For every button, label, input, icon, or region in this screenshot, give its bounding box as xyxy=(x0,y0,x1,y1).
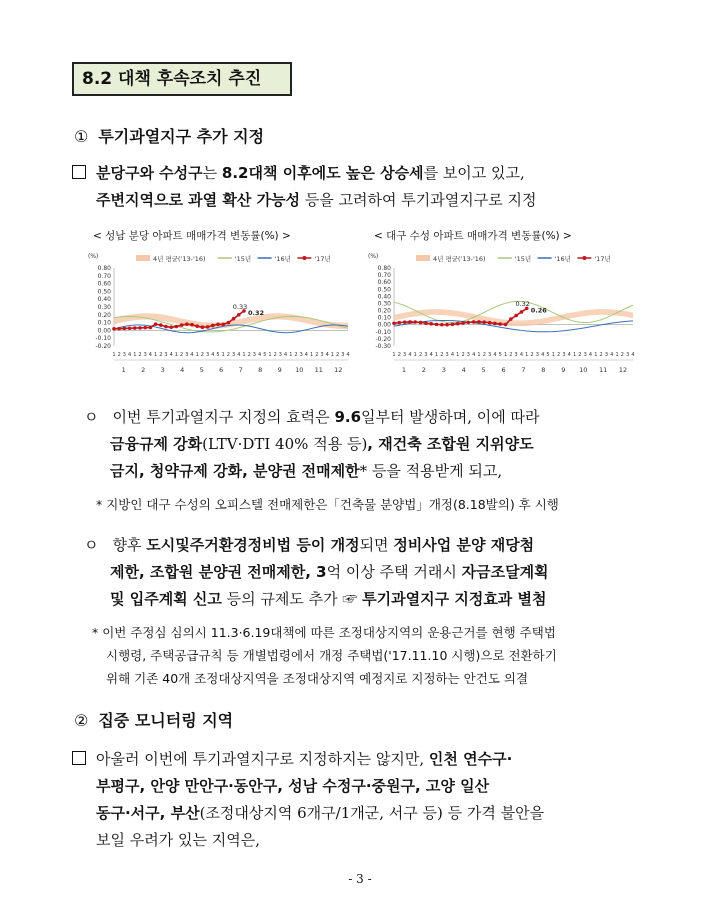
x-week-tick: 1 xyxy=(195,352,199,358)
x-week-tick: 1 xyxy=(572,352,577,358)
x-week-tick: 4 xyxy=(541,352,545,358)
series-y17-point xyxy=(451,323,455,327)
series-y17-point xyxy=(154,322,158,326)
text-run: 주변지역으로 과열 확산 가능성 xyxy=(96,191,301,209)
series-y17-point xyxy=(180,323,184,327)
series-y17-point xyxy=(482,320,486,324)
series-y17-point xyxy=(509,317,513,321)
series-y17-point xyxy=(461,321,465,325)
text-run: 도시및주거환경정비법 등이 개정 xyxy=(146,536,360,554)
text-run: (조정대상지역 6개구/1개군, 서구 등) 등 가격 불안을 xyxy=(199,804,545,822)
x-week-tick: 3 xyxy=(403,352,407,358)
x-week-tick: 1 xyxy=(615,352,619,358)
y-tick-label: 0.30 xyxy=(97,304,111,311)
x-week-tick: 1 xyxy=(330,352,334,358)
y-tick-label: 0.10 xyxy=(97,319,111,327)
x-week-tick: 4 xyxy=(190,352,194,358)
x-month-label: 12 xyxy=(334,366,343,374)
series-y17-point xyxy=(211,324,215,328)
y-tick-label: -0.30 xyxy=(375,343,391,350)
paragraph-2-line-4 xyxy=(96,827,260,854)
footnote-2-line-3: 위해 기존 40개 조정대상지역을 조정대상지역 예정지로 지정하는 안건도 의결 xyxy=(106,671,529,686)
y-tick-label: -0.10 xyxy=(95,335,111,343)
y-tick-label: 0.40 xyxy=(377,293,391,301)
x-month-label: 2 xyxy=(141,366,146,374)
x-week-tick: 2 xyxy=(509,352,513,358)
x-week-tick: 1 xyxy=(310,352,314,358)
y-tick-label: -0.10 xyxy=(375,328,391,336)
text-run: 제한, 조합원 분양권 전매제한, 3 xyxy=(110,563,327,581)
x-week-tick: 1 xyxy=(174,352,178,358)
y-tick-label: 0.40 xyxy=(97,296,111,304)
x-week-tick: 1 xyxy=(525,352,529,358)
x-week-tick: 3 xyxy=(185,352,189,358)
runs xyxy=(96,750,512,768)
text-run: 금융규제 강화 xyxy=(110,435,203,453)
x-week-tick: 4 xyxy=(567,352,571,358)
series-y17-point xyxy=(488,321,492,325)
legend-swatch xyxy=(416,255,430,261)
x-week-tick: 1 xyxy=(392,352,396,358)
x-week-tick: 2 xyxy=(599,352,603,358)
x-week-tick: 3 xyxy=(164,352,168,358)
subsection-2-heading xyxy=(74,708,233,731)
text-run: 아울러 이번에 투기과열지구로 지정하지는 않지만, xyxy=(96,750,429,768)
text-run: 분당구와 수성구 xyxy=(96,164,203,182)
text-run: 일부터 발생하며, 이에 따라 xyxy=(361,408,540,426)
x-week-tick: 2 xyxy=(418,352,423,358)
x-month-label: 11 xyxy=(598,366,608,374)
text-run: 향후 xyxy=(112,536,147,554)
text-run: 부평구, 안양 만안구·동안구, 성남 수정구·중원구, 고양 일산 xyxy=(96,777,490,795)
x-week-tick: 1 xyxy=(221,352,225,358)
series-y17-point xyxy=(123,327,127,331)
x-week-tick: 1 xyxy=(289,352,293,358)
x-month-label: 9 xyxy=(561,366,566,374)
x-week-tick: 2 xyxy=(117,352,121,358)
legend-marker xyxy=(582,256,586,260)
series-y17-point xyxy=(445,323,449,327)
text-run: 등을 고려하여 투기과열지구로 지정 xyxy=(300,191,537,209)
legend-swatch xyxy=(136,255,150,261)
x-month-label: 4 xyxy=(180,366,185,374)
runs xyxy=(96,164,525,182)
x-week-tick: 2 xyxy=(482,352,486,358)
series-y17-point xyxy=(169,325,173,329)
footnote-2-line-1: * 이번 주정심 심의시 11.3·6.19대책에 따른 조정대상지역의 운용근거를 현행 주택법 xyxy=(92,625,556,640)
x-week-tick: 1 xyxy=(551,352,555,358)
x-week-tick: 2 xyxy=(440,352,444,358)
series-y17-point xyxy=(221,323,225,327)
y-tick-label: 0.20 xyxy=(97,311,111,319)
x-week-tick: 1 xyxy=(242,352,246,358)
text-run: 는 xyxy=(202,164,222,182)
checkbox-bullet xyxy=(72,165,86,179)
series-y17-point xyxy=(440,323,444,327)
x-month-label: 1 xyxy=(121,366,126,374)
x-week-tick: 2 xyxy=(138,352,142,358)
x-week-tick: 2 xyxy=(530,352,534,358)
x-week-tick: 2 xyxy=(578,352,582,358)
y-tick-label: 0.10 xyxy=(377,314,391,322)
x-week-tick: 4 xyxy=(211,352,215,358)
x-week-tick: 5 xyxy=(498,352,502,358)
series-y17-point xyxy=(216,322,220,326)
unit-label: (%) xyxy=(368,253,379,260)
chart-2 xyxy=(366,246,641,386)
x-week-tick: 4 xyxy=(284,352,288,358)
series-y17-point xyxy=(398,321,402,325)
subsection-1-title: 투기과열지구 추가 지정 xyxy=(98,127,265,146)
y-tick-label: 0.50 xyxy=(377,286,391,294)
x-week-tick: 3 xyxy=(445,352,449,358)
paragraph-1-line-1 xyxy=(72,160,525,187)
series-y17-point xyxy=(117,327,121,331)
bullet-2-line-3 xyxy=(110,586,547,613)
data-label: 0.32 xyxy=(248,308,265,317)
series-y17-point xyxy=(520,310,524,314)
y-tick-label: 0.30 xyxy=(377,300,391,308)
x-week-tick: 3 xyxy=(488,352,492,358)
legend-label: '16년 xyxy=(274,255,291,263)
x-month-label: 4 xyxy=(461,366,466,374)
series-y17-point xyxy=(514,314,518,318)
text-run: 투기과열지구 지정효과 별첨 xyxy=(362,590,547,608)
x-week-tick: 3 xyxy=(232,352,236,358)
page-number: - 3 - xyxy=(348,872,372,886)
series-y17-point xyxy=(190,323,194,327)
x-month-label: 8 xyxy=(258,366,263,374)
o-bullet: ㅇ xyxy=(84,536,99,554)
x-week-tick: 2 xyxy=(159,352,163,358)
y-tick-label: -0.20 xyxy=(95,343,111,350)
text-run: 자금조달계획 xyxy=(461,563,549,581)
x-month-label: 5 xyxy=(199,366,204,374)
text-run: 보일 우려가 있는 지역은, xyxy=(96,831,260,849)
x-week-tick: 1 xyxy=(413,352,417,358)
legend-label: 4년 평균('13-'16) xyxy=(433,255,486,263)
section-title-box xyxy=(72,62,292,96)
x-week-tick: 4 xyxy=(325,352,329,358)
x-week-tick: 1 xyxy=(154,352,158,358)
text-run: 이번 투기과열지구 지정의 효력은 xyxy=(112,408,335,426)
series-y17-point xyxy=(164,325,168,329)
x-month-label: 8 xyxy=(541,366,546,374)
text-run: 인천 연수구· xyxy=(428,750,513,768)
x-week-tick: 4 xyxy=(519,352,524,358)
text-run: , 재건축 조합원 지위양도 xyxy=(367,435,534,453)
series-y17-point xyxy=(237,313,241,317)
bullet-1-line-2 xyxy=(110,431,534,458)
series-y17-point xyxy=(138,326,142,330)
x-month-label: 3 xyxy=(441,366,446,374)
x-week-tick: 4 xyxy=(588,352,593,358)
series-y17-point xyxy=(504,323,508,327)
x-week-tick: 1 xyxy=(434,352,439,358)
x-week-tick: 3 xyxy=(341,352,345,358)
x-week-tick: 3 xyxy=(626,352,630,358)
bullet-2-line-2 xyxy=(110,559,549,586)
y-tick-label: 0.60 xyxy=(377,279,391,287)
legend-label: '16년 xyxy=(554,255,571,263)
series-y17-point xyxy=(408,320,412,324)
series-y17-point xyxy=(175,325,179,329)
x-month-label: 10 xyxy=(295,366,304,374)
series-y17-point xyxy=(392,322,396,326)
x-month-label: 7 xyxy=(238,366,243,374)
series-y17-point xyxy=(456,322,460,326)
runs xyxy=(113,408,540,426)
text-run: 및 입주계획 신고 xyxy=(110,590,222,608)
x-week-tick: 2 xyxy=(294,352,298,358)
x-week-tick: 3 xyxy=(424,352,428,358)
text-run: 등의 규제도 추가 ☞ xyxy=(221,590,363,608)
x-week-tick: 3 xyxy=(206,352,210,358)
series-y17-point xyxy=(128,326,132,330)
legend-label: '15년 xyxy=(234,255,252,263)
text-run: 를 보이고 있고, xyxy=(423,164,525,182)
footnote-2-line-2: 시행령, 주택공급규칙 등 개별법령에서 개정 주택법('17.11.10 시행)으로 전환하기 xyxy=(106,648,557,663)
x-week-tick: 2 xyxy=(226,352,230,358)
y-tick-label: 0.50 xyxy=(97,288,111,296)
series-y17-point xyxy=(149,326,153,330)
x-week-tick: 4 xyxy=(304,352,308,358)
x-week-tick: 4 xyxy=(346,352,350,358)
x-month-label: 9 xyxy=(277,366,282,374)
paragraph-2-line-1 xyxy=(72,746,512,773)
subsection-2-title: 집중 모니터링 지역 xyxy=(98,711,234,730)
series-y17-point xyxy=(201,325,205,329)
x-week-tick: 1 xyxy=(477,352,481,358)
paragraph-2-line-2 xyxy=(96,773,489,800)
y-tick-label: 0.20 xyxy=(377,307,391,315)
series-y17-point xyxy=(185,322,189,326)
series-y17-point xyxy=(133,326,137,330)
bullet-1-line-3 xyxy=(110,458,502,485)
series-y17-point xyxy=(435,323,439,327)
x-week-tick: 2 xyxy=(336,352,340,358)
legend-label: '17년 xyxy=(594,255,611,263)
x-week-tick: 3 xyxy=(122,352,126,358)
legend-label: 4년 평균('13-'16) xyxy=(153,255,206,263)
x-week-tick: 3 xyxy=(604,352,609,358)
series-y17-point xyxy=(112,327,116,331)
subsection-1-heading xyxy=(74,124,264,147)
series-y17-point xyxy=(419,321,423,325)
legend-label: '15년 xyxy=(514,255,532,263)
series-y17-point xyxy=(424,321,428,325)
text-run: 정비사업 분양 재당첨 xyxy=(393,536,535,554)
x-month-label: 11 xyxy=(314,366,323,374)
x-week-tick: 3 xyxy=(252,352,256,358)
x-week-tick: 2 xyxy=(620,352,624,358)
series-y17-point xyxy=(195,324,199,328)
x-month-label: 6 xyxy=(501,366,506,374)
runs xyxy=(113,536,535,554)
legend-label: '17년 xyxy=(314,255,331,263)
data-label: 0.26 xyxy=(530,306,547,315)
x-week-tick: 4 xyxy=(237,352,241,358)
series-y17-point xyxy=(403,320,407,324)
chart-1-caption: < 성남 분당 아파트 매매가격 변동률(%) > xyxy=(93,230,291,242)
x-week-tick: 1 xyxy=(503,352,508,358)
y-tick-label: 0.80 xyxy=(97,265,111,272)
y-tick-label: 0.70 xyxy=(377,272,391,280)
series-y17-point xyxy=(232,317,236,321)
x-week-tick: 2 xyxy=(247,352,251,358)
x-week-tick: 4 xyxy=(610,352,614,358)
x-week-tick: 1 xyxy=(112,352,116,358)
x-month-label: 12 xyxy=(618,366,628,374)
series-y17-point xyxy=(493,322,497,326)
series-y17-point xyxy=(143,326,147,330)
x-week-tick: 3 xyxy=(562,352,566,358)
text-run: (LTV·DTI 40% 적용 등) xyxy=(202,435,368,453)
y-tick-label: 0.00 xyxy=(377,321,391,329)
x-week-tick: 3 xyxy=(535,352,539,358)
x-week-tick: 4 xyxy=(408,352,412,358)
series-y17-point xyxy=(227,321,231,325)
series-y17-point xyxy=(413,320,417,324)
checkbox-bullet xyxy=(72,751,86,765)
text-run: 되면 xyxy=(359,536,394,554)
x-week-tick: 5 xyxy=(263,352,267,358)
x-week-tick: 2 xyxy=(557,352,561,358)
y-tick-label: 0.00 xyxy=(97,327,111,335)
x-week-tick: 5 xyxy=(546,352,550,358)
footnote-1: * 지방인 대구 수성의 오피스텔 전매제한은「건축물 분양법」개정(8.18발의) 후 시행 xyxy=(96,497,559,512)
section-title: 8.2 대책 후속조치 추진 xyxy=(82,69,262,89)
x-week-tick: 3 xyxy=(514,352,518,358)
x-week-tick: 3 xyxy=(320,352,324,358)
text-run: 동구·서구, 부산 xyxy=(96,804,200,822)
x-week-tick: 4 xyxy=(450,352,455,358)
o-bullet: ㅇ xyxy=(84,408,99,426)
x-week-tick: 3 xyxy=(278,352,282,358)
x-week-tick: 4 xyxy=(169,352,173,358)
text-run: 금지, 청약규제 강화, 분양권 전매제한 xyxy=(110,462,360,480)
chart-1 xyxy=(86,246,356,386)
x-week-tick: 1 xyxy=(133,352,137,358)
paragraph-2-line-3 xyxy=(96,800,544,827)
x-week-tick: 4 xyxy=(429,352,433,358)
bullet-2-line-1 xyxy=(84,532,534,559)
series-y17-point xyxy=(429,322,433,326)
series-y17-point xyxy=(477,320,481,324)
x-week-tick: 4 xyxy=(258,352,262,358)
x-week-tick: 3 xyxy=(583,352,587,358)
x-month-label: 5 xyxy=(481,366,486,374)
x-month-label: 7 xyxy=(521,366,526,374)
x-month-label: 3 xyxy=(160,366,165,374)
unit-label: (%) xyxy=(88,253,99,260)
x-week-tick: 2 xyxy=(200,352,204,358)
x-week-tick: 2 xyxy=(315,352,319,358)
subsection-2-number: ② xyxy=(74,711,89,730)
x-week-tick: 4 xyxy=(493,352,497,358)
data-label: 0.32 xyxy=(515,299,530,308)
chart-2-caption: < 대구 수성 아파트 매매가격 변동률(%) > xyxy=(374,230,572,242)
x-month-label: 2 xyxy=(421,366,426,374)
paragraph-1-line-2 xyxy=(96,187,536,214)
series-y17-point xyxy=(467,321,471,325)
text-run: * 등을 적용받게 되고, xyxy=(359,462,503,480)
x-week-tick: 3 xyxy=(143,352,147,358)
x-month-label: 6 xyxy=(219,366,224,374)
y-tick-label: 0.80 xyxy=(377,265,391,272)
x-week-tick: 1 xyxy=(594,352,598,358)
series-y17-point xyxy=(498,322,502,326)
data-label: 0.33 xyxy=(232,302,248,311)
y-tick-label: 0.70 xyxy=(97,272,111,280)
x-week-tick: 1 xyxy=(456,352,460,358)
x-week-tick: 2 xyxy=(461,352,465,358)
text-run: 8.2대책 이후에도 높은 상승세 xyxy=(221,164,424,182)
x-week-tick: 5 xyxy=(216,352,220,358)
x-week-tick: 3 xyxy=(466,352,470,358)
x-week-tick: 4 xyxy=(148,352,152,358)
x-week-tick: 2 xyxy=(397,352,401,358)
x-week-tick: 2 xyxy=(180,352,184,358)
text-run: 억 이상 주택 거래시 xyxy=(326,563,462,581)
bullet-1-line-1 xyxy=(84,404,539,431)
y-tick-label: 0.60 xyxy=(97,280,111,288)
series-y17-point xyxy=(472,320,476,324)
x-week-tick: 2 xyxy=(273,352,277,358)
series-y17-point xyxy=(159,323,163,327)
x-week-tick: 1 xyxy=(268,352,272,358)
y-tick-label: -0.20 xyxy=(375,335,391,343)
x-week-tick: 4 xyxy=(472,352,476,358)
legend-marker xyxy=(302,256,306,260)
x-week-tick: 4 xyxy=(128,352,132,358)
x-week-tick: 4 xyxy=(631,352,635,358)
x-month-label: 10 xyxy=(579,366,588,374)
x-month-label: 1 xyxy=(401,366,407,374)
text-run: 9.6 xyxy=(334,408,362,426)
series-y17-point xyxy=(206,325,210,329)
subsection-1-number: ① xyxy=(74,127,89,146)
x-week-tick: 3 xyxy=(299,352,303,358)
